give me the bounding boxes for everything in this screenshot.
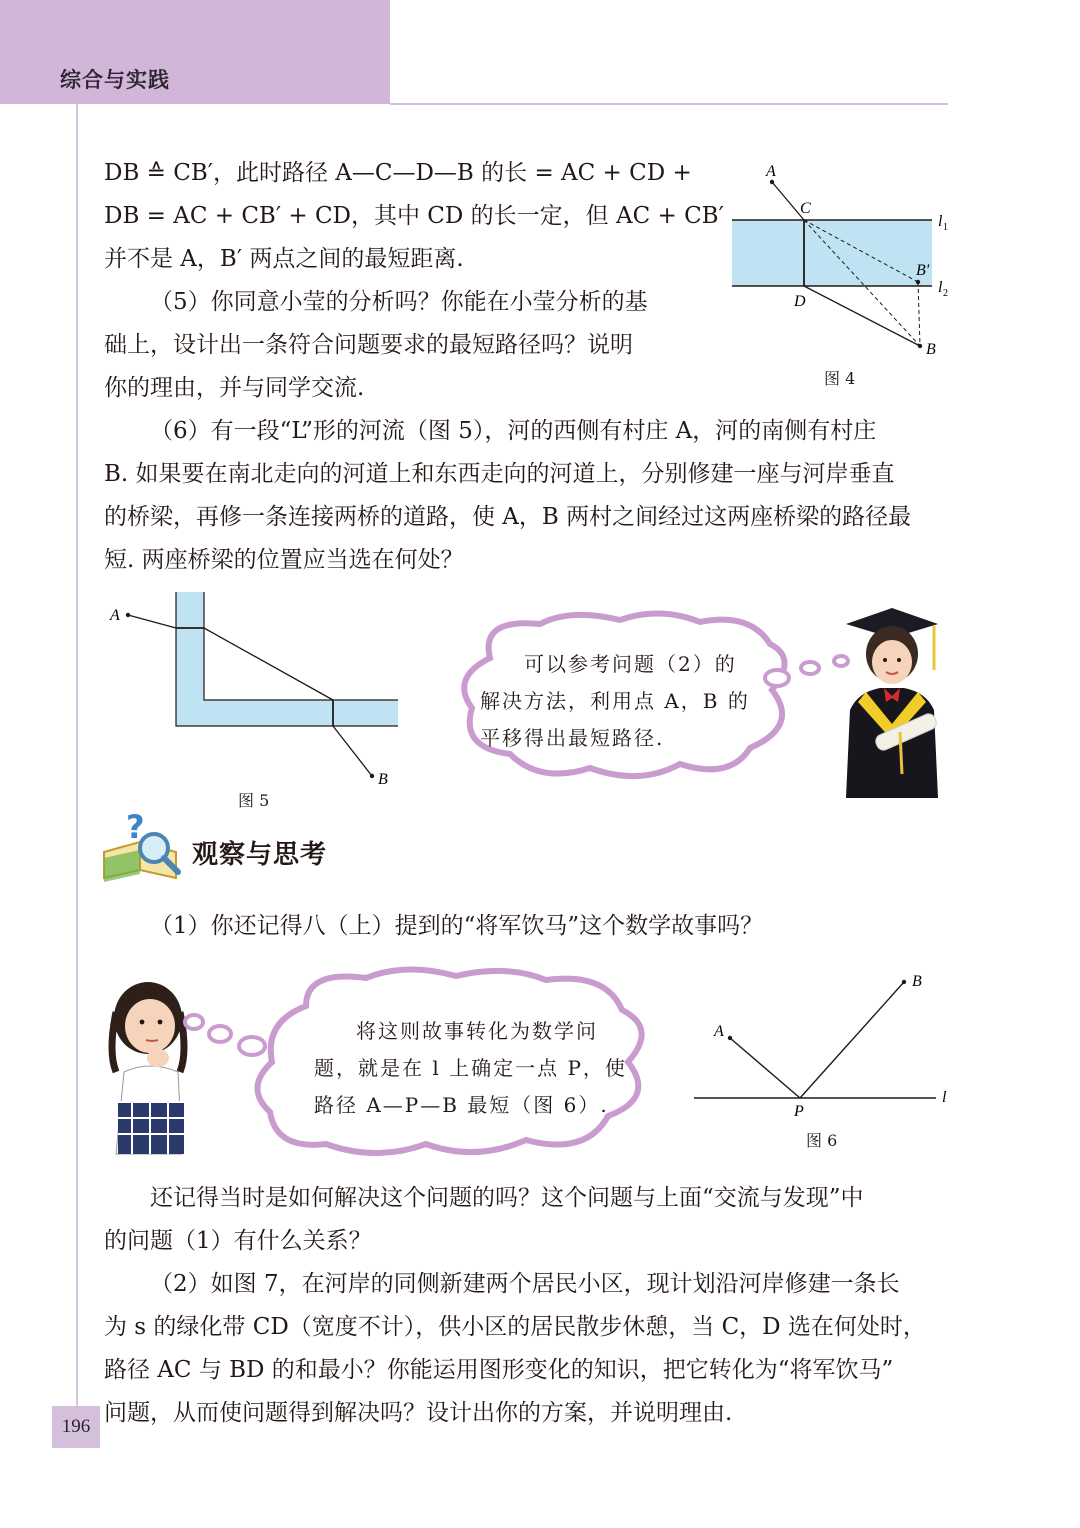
point-b [918, 344, 922, 348]
graduate-girl-illustration [834, 606, 950, 798]
figure-5-caption: 图 5 [238, 791, 270, 810]
dashed-bprime-b [918, 282, 920, 346]
label-p: P [794, 1103, 804, 1120]
text-line: 问题，从而使问题得到解决吗？设计出你的方案，并说明理由. [104, 1400, 733, 1426]
text-line: 为 s 的绿化带 CD（宽度不计），供小区的居民散步休憩，当 C，D 选在何处时， [104, 1314, 926, 1340]
label-b: B [912, 973, 922, 990]
text-line: DB = AC + CB′ + CD，其中 CD 的长一定，但 AC + CB′ [104, 203, 724, 229]
path-a-to-bridge1 [128, 615, 176, 628]
figure-6 [690, 966, 956, 1126]
figure-5 [104, 590, 404, 790]
figure-6-caption: 图 6 [806, 1131, 838, 1150]
point-a [770, 180, 774, 184]
text-line: B. 如果要在南北走向的河道上和东西走向的河道上，分别修建一座与河岸垂直 [104, 461, 895, 487]
point-a [126, 613, 130, 617]
segment-ap [730, 1038, 800, 1098]
section-heading: 观察与思考 [192, 840, 328, 870]
page-number: 196 [52, 1406, 100, 1448]
figure-4-caption: 图 4 [824, 369, 856, 388]
bubble-1-line: 可以参考问题（2）的 [524, 652, 737, 676]
text-line: （1）你还记得八（上）提到的“将军饮马”这个数学故事吗？ [150, 913, 764, 939]
margin-rule [76, 104, 78, 1448]
book-magnifier-question-icon [100, 808, 184, 886]
text-line: 础上，设计出一条符合问题要求的最短路径吗？说明 [104, 332, 633, 358]
label-b: B [378, 771, 388, 788]
label-l1-subscript: 1 [943, 222, 948, 233]
text-line: （2）如图 7，在河岸的同侧新建两个居民小区，现计划沿河岸修建一条长 [150, 1271, 900, 1297]
text-line: 的桥梁，再修一条连接两桥的道路，使 A，B 两村之间经过这两座桥梁的路径最 [104, 504, 912, 530]
label-l2-subscript: 2 [943, 288, 948, 299]
road-between-bridges [204, 628, 333, 700]
river-band [732, 220, 932, 286]
label-b: B [926, 341, 936, 358]
label-c: C [800, 200, 811, 217]
label-l1: l [938, 213, 943, 230]
svg-text:?: ? [126, 808, 145, 846]
label-a: A [766, 163, 776, 180]
header-band [0, 0, 390, 104]
label-l: l [942, 1089, 947, 1106]
text-line: 还记得当时是如何解决这个问题的吗？这个问题与上面“交流与发现”中 [150, 1185, 864, 1211]
point-b-prime [916, 280, 920, 284]
text-line: 的问题（1）有什么关系？ [104, 1228, 372, 1254]
text-line: 短. 两座桥梁的位置应当选在何处？ [104, 547, 464, 573]
figure-4 [720, 160, 960, 390]
text-line: （6）有一段“L”形的河流（图 5），河的西侧有村庄 A，河的南侧有村庄 [150, 418, 877, 444]
label-a: A [714, 1023, 724, 1040]
text-line: （5）你同意小莹的分析吗？你能在小莹分析的基 [150, 289, 648, 315]
bubble-2-line: 题，就是在 l 上确定一点 P，使 [314, 1056, 627, 1080]
section-header-title: 综合与实践 [60, 68, 170, 92]
bubble-2-line: 将这则故事转化为数学问 [356, 1019, 598, 1043]
header-rule [390, 103, 948, 105]
bubble-1-line: 解决方法，利用点 A，B 的 [480, 689, 750, 713]
text-line: 你的理由，并与同学交流. [104, 375, 365, 401]
text-line: 并不是 A，B′ 两点之间的最短距离. [104, 246, 464, 272]
point-a [728, 1036, 732, 1040]
bubble-1-line: 平移得出最短路径. [480, 726, 665, 750]
label-b-prime: B′ [916, 262, 930, 279]
point-b [370, 774, 374, 778]
text-line: 路径 AC 与 BD 的和最小？你能运用图形变化的知识，把它转化为“将军饮马” [104, 1357, 894, 1383]
label-a: A [110, 607, 120, 624]
text-line: DB ≙ CB′，此时路径 A—C—D—B 的长 = AC + CD + [104, 160, 692, 186]
segment-pb [800, 982, 904, 1098]
point-b [902, 980, 906, 984]
label-d: D [794, 293, 806, 310]
river-inner-bank [204, 592, 398, 700]
path-bridge2-to-b [333, 726, 372, 776]
label-l2: l [938, 279, 943, 296]
l-shaped-river [176, 592, 398, 726]
segment-db [804, 286, 920, 346]
bubble-2-line: 路径 A—P—B 最短（图 6）. [314, 1093, 609, 1117]
